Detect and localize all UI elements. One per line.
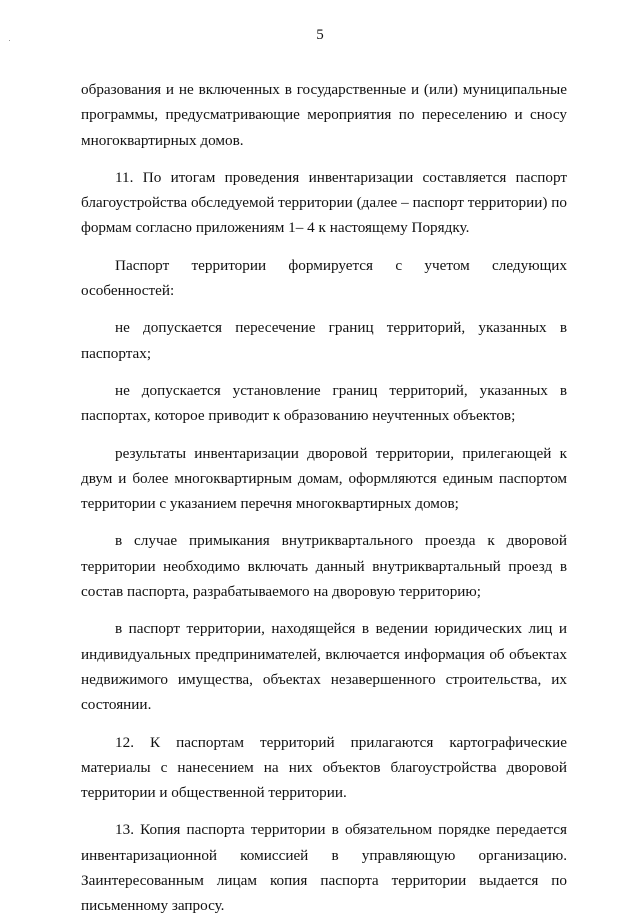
paragraph-item-13: 13. Копия паспорта территории в обязательном порядке передается инвентаризационной комиссией в управляющую организацию. Заинтересованным лицам копия паспорта территории выдается по письменному запросу.	[81, 821, 567, 915]
paragraph-feature-no-intersection: не допускается пересечение границ территорий, указанных в паспортах;	[81, 319, 567, 362]
paragraph-feature-legal-entities: в паспорт территории, находящейся в ведении юридических лиц и индивидуальных предпринимателей, включается информация об объектах недвижимого имущества, объектах незавершенного строительства, их состоянии.	[81, 620, 567, 714]
page-number: 5	[316, 27, 324, 43]
paragraph-feature-no-unaccounted: не допускается установление границ территорий, указанных в паспортах, которое приводит к образованию неучтенных объектов;	[81, 381, 567, 425]
paragraph-feature-driveway: в случае примыкания внутриквартального проезда к дворовой территории необходимо включать данный внутриквартальный проезд в состав паспорта, разрабатываемого на дворовую территорию;	[81, 532, 567, 601]
paragraph-continuation: образования и не включенных в государственные и (или) муниципальные программы, предусматривающие мероприятия по переселению и сносу многоквартирных домов.	[81, 81, 567, 149]
paragraph-passport-features: Паспорт территории формируется с учетом следующих особенностей:	[81, 256, 567, 300]
paragraph-item-11: 11. По итогам проведения инвентаризации составляется паспорт благоустройства обследуемой территории (далее – паспорт территории) по формам согласно приложениям 1– 4 к настоящему Порядку.	[81, 168, 567, 237]
paragraph-item-12: 12. К паспортам территорий прилагаются картографические материалы с нанесением на них объектов благоустройства дворовой территории и общественной территории.	[81, 733, 567, 802]
document-body	[81, 77, 567, 919]
paragraph-feature-single-passport: результаты инвентаризации дворовой территории, прилегающей к двум и более многоквартирным домам, оформляются единым паспортом территории с указанием перечня многоквартирных домов;	[81, 444, 567, 513]
